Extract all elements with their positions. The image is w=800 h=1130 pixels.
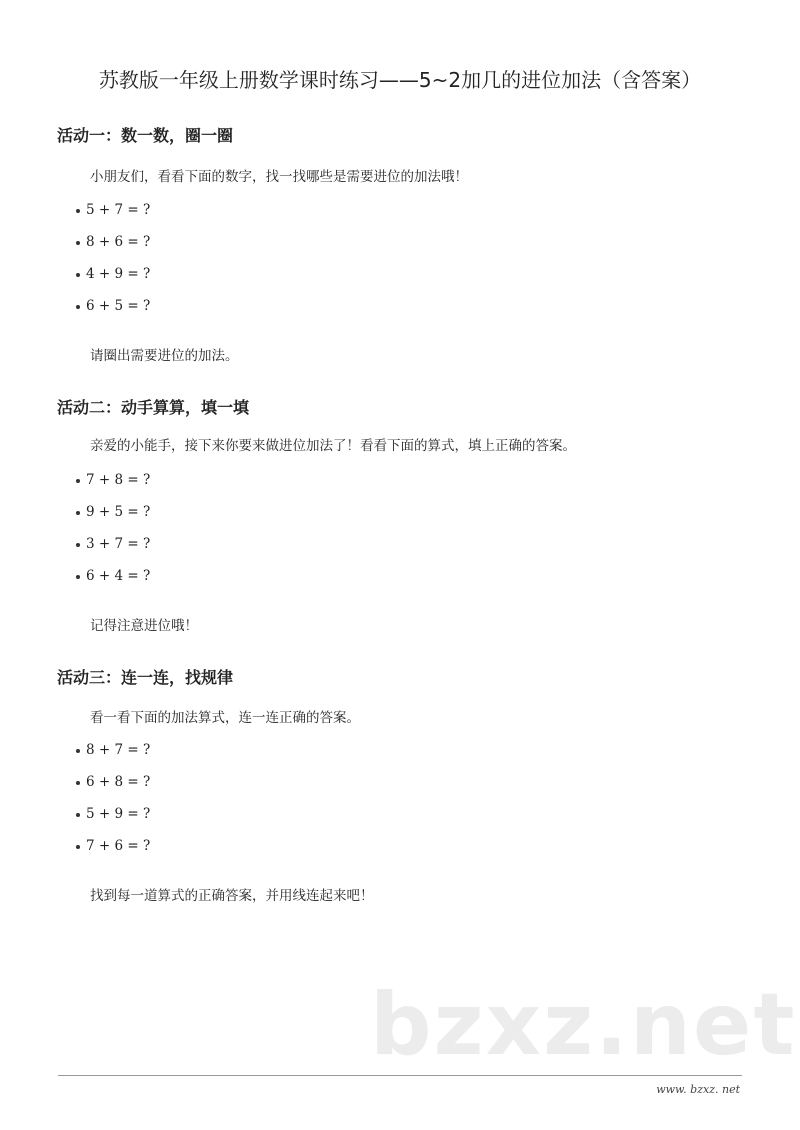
bullet-icon <box>76 845 80 849</box>
equation: 8 + 6 = ? <box>86 234 151 250</box>
section-intro: 小朋友们，看看下面的数字，找一找哪些是需要进位的加法哦！ <box>90 169 468 185</box>
bullet-icon <box>76 749 80 753</box>
list-item <box>76 806 150 822</box>
footer-divider <box>58 1075 742 1076</box>
bullet-icon <box>76 543 80 547</box>
section-note: 记得注意进位哦！ <box>90 618 198 634</box>
list-item <box>76 234 150 250</box>
bullet-icon <box>76 209 80 213</box>
list-item <box>76 742 150 758</box>
section-intro: 看一看下面的加法算式，连一连正确的答案。 <box>90 710 360 726</box>
section-intro: 亲爱的小能手，接下来你要来做进位加法了！看看下面的算式，填上正确的答案。 <box>90 438 576 454</box>
equation: 5 + 9 = ? <box>86 806 151 822</box>
watermark: bzxz.net <box>370 975 797 1075</box>
list-item <box>76 838 150 854</box>
page-title: 苏教版一年级上册数学课时练习——5~2加几的进位加法（含答案） <box>98 68 702 92</box>
bullet-icon <box>76 813 80 817</box>
bullet-icon <box>76 511 80 515</box>
list-item <box>76 774 150 790</box>
bullet-icon <box>76 781 80 785</box>
footer-url: www. bzxz. net <box>656 1083 740 1096</box>
section-note: 请圈出需要进位的加法。 <box>90 348 239 364</box>
equation: 6 + 4 = ? <box>86 568 151 584</box>
section-note: 找到每一道算式的正确答案，并用线连起来吧！ <box>90 888 374 904</box>
equation: 5 + 7 = ? <box>86 202 151 218</box>
list-item <box>76 298 150 314</box>
list-item <box>76 202 150 218</box>
equation: 8 + 7 = ? <box>86 742 151 758</box>
bullet-icon <box>76 273 80 277</box>
bullet-icon <box>76 241 80 245</box>
list-item <box>76 536 150 552</box>
equation: 6 + 5 = ? <box>86 298 151 314</box>
equation: 6 + 8 = ? <box>86 774 151 790</box>
list-item <box>76 568 150 584</box>
list-item <box>76 266 150 282</box>
equation: 4 + 9 = ? <box>86 266 151 282</box>
bullet-icon <box>76 305 80 309</box>
equation: 3 + 7 = ? <box>86 536 151 552</box>
list-item <box>76 472 150 488</box>
section-heading: 活动二：动手算算，填一填 <box>57 398 250 417</box>
equation: 7 + 6 = ? <box>86 838 151 854</box>
bullet-icon <box>76 479 80 483</box>
list-item <box>76 504 150 520</box>
section-heading: 活动三：连一连，找规律 <box>57 668 234 687</box>
bullet-icon <box>76 575 80 579</box>
equation: 7 + 8 = ? <box>86 472 151 488</box>
section-heading: 活动一：数一数，圈一圈 <box>57 126 234 145</box>
equation: 9 + 5 = ? <box>86 504 151 520</box>
